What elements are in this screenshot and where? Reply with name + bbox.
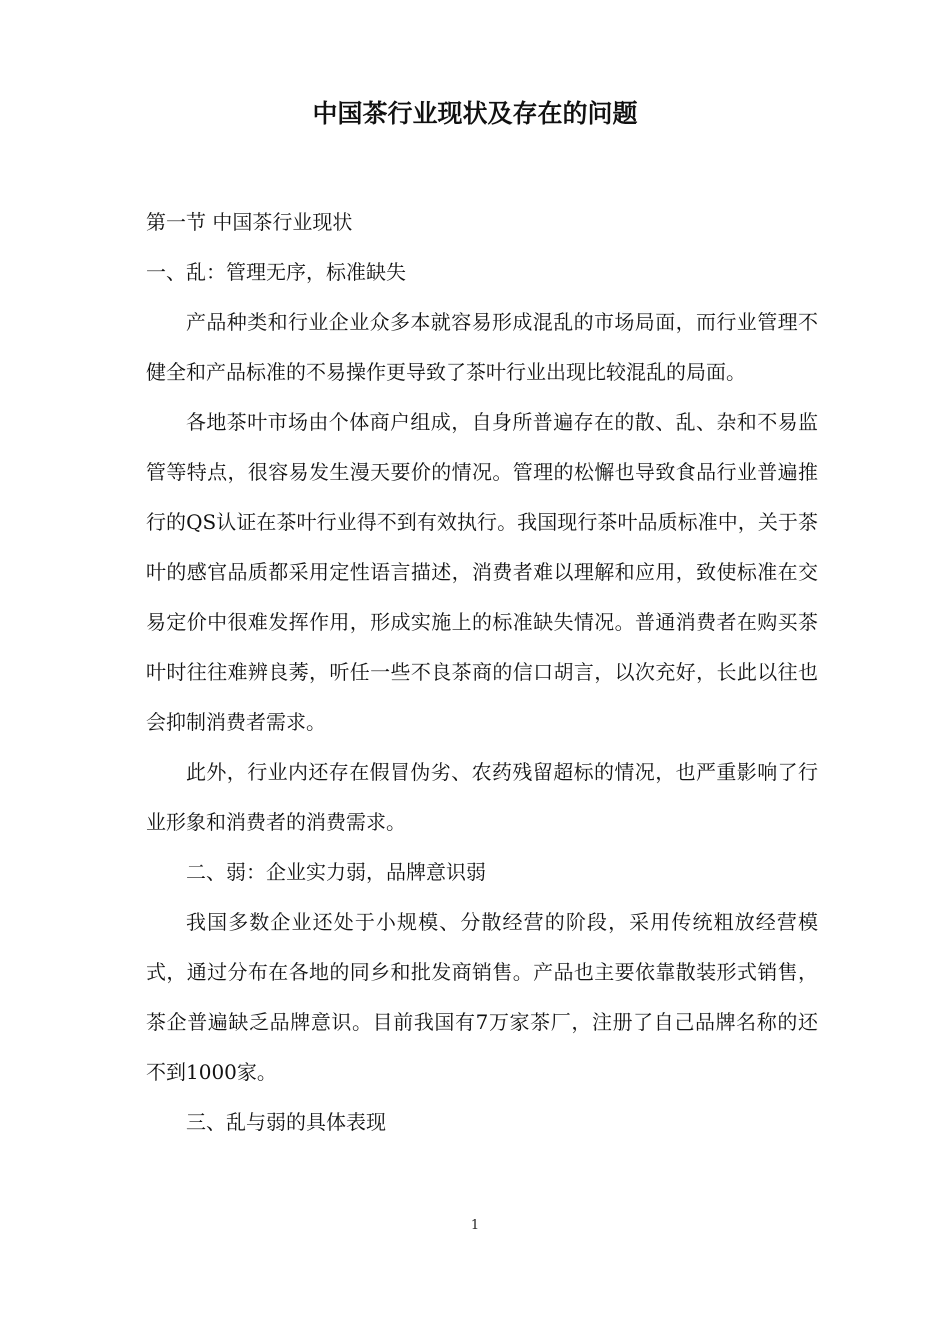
subsection-heading: 二、弱：企业实力弱，品牌意识弱 bbox=[186, 860, 486, 884]
section-heading: 第一节 中国茶行业现状 bbox=[146, 210, 353, 234]
document-title: 中国茶行业现状及存在的问题 bbox=[312, 99, 638, 128]
body-paragraph: 此外，行业内还存在假冒伪劣、农药残留超标的情况，也严重影响了行业形象和消费者的消费需求。 bbox=[146, 760, 818, 834]
document-body bbox=[146, 197, 818, 1147]
body-paragraph: 我国多数企业还处于小规模、分散经营的阶段，采用传统粗放经营模式，通过分布在各地的同乡和批发商销售。产品也主要依靠散装形式销售，茶企普遍缺乏品牌意识。目前我国有7万家茶厂，注册了自己品牌名称的还不到1000家。 bbox=[146, 910, 818, 1084]
page-number: 1 bbox=[470, 1218, 480, 1233]
subsection-heading: 三、乱与弱的具体表现 bbox=[186, 1110, 386, 1134]
body-paragraph: 产品种类和行业企业众多本就容易形成混乱的市场局面，而行业管理不健全和产品标准的不易操作更导致了茶叶行业出现比较混乱的局面。 bbox=[146, 310, 818, 384]
subsection-heading: 一、乱：管理无序，标准缺失 bbox=[146, 260, 406, 284]
body-paragraph: 各地茶叶市场由个体商户组成，自身所普遍存在的散、乱、杂和不易监管等特点，很容易发生漫天要价的情况。管理的松懈也导致食品行业普遍推行的QS认证在茶叶行业得不到有效执行。我国现行茶叶品质标准中，关于茶叶的感官品质都采用定性语言描述，消费者难以理解和应用，致使标准在交易定价中很难发挥作用，形成实施上的标准缺失情况。普通消费者在购买茶叶时往往难辨良莠，听任一些不良茶商的信口胡言，以次充好，长此以往也会抑制消费者需求。 bbox=[146, 410, 818, 734]
